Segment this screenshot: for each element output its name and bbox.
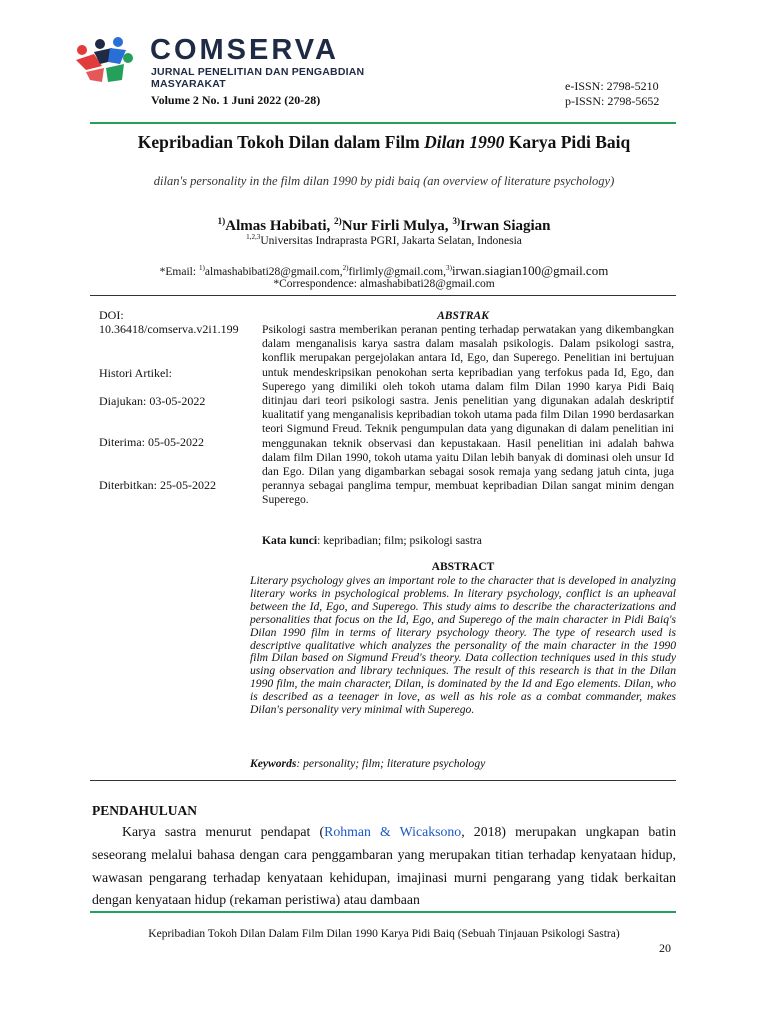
doi-label: DOI:	[99, 308, 124, 322]
correspondence: *Correspondence: almashabibati28@gmail.com	[273, 278, 495, 290]
footer-divider	[90, 911, 676, 913]
paper-title: Kepribadian Tokoh Dilan dalam Film Dilan 1990 Karya Pidi Baiq	[137, 132, 631, 152]
abstract-bottom-rule	[90, 780, 676, 781]
affiliation: $^{1,2,3}$Universitas Indraprasta PGRI, Jakarta Selatan, Indonesia	[246, 233, 522, 247]
abstrak-text: Psikologi sastra memberikan peranan penting terhadap perwatakan yang dikembangkan dalam menganalisis karya sastra dalam masalah psikologis. Dalam psikologi sastra, konflik merupakan pergejolakan antara Id, Ego, dan Superego. Penelitian ini bertujuan untuk mendeskripsikan penokohan serta kepribadian yang terfokus pada Id, Ego, dan Superego yang dimiliki oleh tokoh utama dalam film Dilan 1990 karya Pidi Baiq ditinjau dari teori psikologi sastra. Jenis penelitian yang digunakan adalah deskriptif kualitatif yang menganalisis kepribadian tokoh utama pada film Dilan 1990 berdasarkan teori Sigmund Freud. Teknik pengumpulan data yang digunakan di dalam penelitian ini menggunakan teknik observasi dan kepustakaan. Hasil penelitian ini adalah bahwa dalam film Dilan 1990, tokoh utama yaitu Dilan lebih banyak di dominasi oleh unsur Id dan Ego. Dilan yang digambarkan sebagai sosok remaja yang sedang jatuh cinta, juga perannya sebagai panglima tempur, membuat kepribadian Dilan sangat minim dengan Superego.	[262, 323, 674, 507]
author-list: $^{1)}$Almas Habibati, $^{2)}$Nur Firli Mulya, $^{3)}$Irwan Siagian	[217, 217, 551, 234]
page-number: 20	[659, 941, 671, 955]
issn-block	[565, 79, 659, 109]
abstract-text: Literary psychology gives an important role to the character that is developed in analyzing literary works in psychological problems. In literary psychology, conflict is an upheaval between the Id, Ego, and Superego. This study aims to describe the characterizations and personalities that focus on the Id, Ego, and Superego of the main character in Pidi Baiq's Dilan 1990 film in terms of literary psychology theory. The type of research used is descriptive qualitative which analyzes the personality of the main character in the 1990 film Dilan based on Sigmund Freud's theory. Data collection techniques used in this study using observation and library techniques. The result of this research is that in the Dilan 1990 film, the main character, Dilan, is dominated by the Id and Ego elements. Dilan, who is described as a teenager in love, as well as his role as a combat commander, makes Dilan's personality very minimal with Superego.	[250, 574, 676, 717]
accepted-date: Diterima: 05-05-2022	[99, 435, 204, 449]
eissn: e-ISSN: 2798-5210	[565, 79, 659, 93]
paper-subtitle: dilan's personality in the film dilan 1990 by pidi baiq (an overview of literature psychology)	[153, 174, 615, 188]
intro-paragraph: Karya sastra menurut pendapat (Rohman & Wicaksono, 2018) merupakan ungkapan batin seseorang melalui bahasa dengan cara penggambaran yang merupakan titian terhadap kenyataan hidup, wawasan pengarang terhadap kenyataan kehidupan, imajinasi murni pengarang yang tidak berkaitan dengan kenyataan hidup (rekaman peristiwa) atau dambaan	[92, 824, 676, 908]
journal-subtitle: JURNAL PENELITIAN DAN PENGABDIAN MASYARAKAT	[151, 66, 365, 90]
abstract-top-rule	[90, 295, 676, 296]
published-date: Diterbitkan: 25-05-2022	[99, 478, 216, 492]
article-history-label: Histori Artikel:	[99, 366, 172, 380]
abstrak-heading: ABSTRAK	[437, 310, 489, 322]
journal-brand: COMSERVA	[150, 34, 339, 66]
volume-info: Volume 2 No. 1 Juni 2022 (20-28)	[151, 93, 321, 107]
doi-link[interactable]: 10.36418/comserva.v2i1.199	[99, 322, 239, 336]
pissn: p-ISSN: 2798-5652	[565, 94, 660, 108]
section-heading: PENDAHULUAN	[92, 803, 198, 818]
running-title: Kepribadian Tokoh Dilan Dalam Film Dilan 1990 Karya Pidi Baiq (Sebuah Tinjauan Psikologi Sastra)	[148, 928, 620, 940]
email-line: *Email: $^{1)}$almashabibati28@gmail.com,$^{2)}$firlimly@gmail.com,$^{3)}$irwan.siagian100@gmail.com	[159, 263, 609, 278]
submitted-date: Diajukan: 03-05-2022	[99, 394, 206, 408]
abstract-heading: ABSTRACT	[431, 561, 495, 573]
citation-link[interactable]: Rohman & Wicaksono	[324, 824, 462, 839]
kata-kunci: Kata kunci: kepribadian; film; psikologi sastra	[262, 534, 482, 547]
header-divider	[90, 122, 676, 124]
journal-logo	[72, 36, 142, 86]
keywords: Keywords: personality; film; literature psychology	[250, 757, 486, 770]
